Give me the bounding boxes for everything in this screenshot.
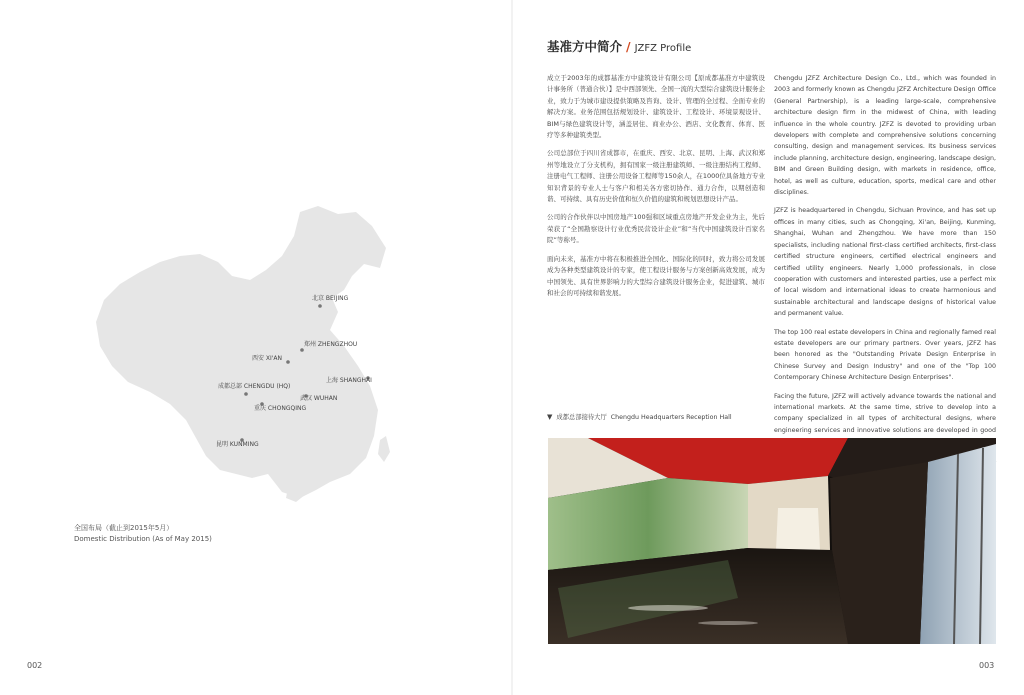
reception-hall-illustration [548,438,996,644]
city-label: 上海 SHANGHAI [326,377,372,384]
city-label: 昆明 KUNMING [216,441,259,448]
map-caption-cn: 全国布局（截止到2015年5月） [74,524,174,532]
page-gutter [511,0,513,695]
photo-caption-cn: 成都总部接待大厅 [556,414,607,421]
title-en: JZFZ Profile [634,43,692,54]
china-map-shape [96,206,386,498]
page-number-right: 003 [979,661,995,670]
en-paragraph: The top 100 real estate developers in China and regionally famed real estate developers are our primary partners. Over years, JZFZ has been honored as the "Outstanding Private Design Enterprise in Chinese Survey and Design Industry" and one of the "Top 100 Contemporary Chinese Architecture Design Enterprises". [774,328,996,382]
photo-caption [547,412,732,421]
map-caption [74,523,212,545]
title-slash: / [626,39,631,54]
city-label: 北京 BEIJING [312,295,349,302]
photo-caption-en: Chengdu Headquarters Reception Hall [610,414,732,421]
english-text-column [774,73,996,489]
title-cn: 基准方中简介 [547,39,623,54]
city-dot [286,360,290,364]
cn-paragraph: 面向未来，基准方中将在积极推进全国化、国际化的同时，致力将公司发展成为各种类型建筑设计的专家，使工程设计服务与方案创新高效发展，成为中国领先、具有世界影响力的大型综合建筑设计服务企业，促进建筑、城市和社会的可持续和谐发展。 [547,254,765,297]
city-label: 重庆 CHONGQING [254,405,307,412]
en-paragraph: Facing the future, JZFZ will actively advance towards the national and international markets. At the same time, strive to develop into a company specialized in all types of architectural designs, where engineering services and innovative solutions are developed in good [774,392,996,434]
city-wuhan [300,394,337,402]
page-number-left: 002 [27,661,43,670]
cn-paragraph: 成立于2003年的成都基准方中建筑设计有限公司【原成都基准方中建筑设计事务所（普通合伙）】是中西部领先、全国一流的大型综合建筑设计服务企业，致力于为城市建设提供策略及咨询、设计、管理的全过程、全面专业的解决方案。业务范围包括规划设计、建筑设计、工程设计、环境景观设计、BIM与绿色建筑设计等，涵盖居住、商业办公、酒店、文化教育、体育、医疗等多种建筑类型。 [547,74,765,140]
cn-paragraph: 公司总部位于四川省成都市，在重庆、西安、北京、昆明、上海、武汉和郑州等地设立了分支机构，拥有国家一级注册建筑师、一级注册结构工程师、注册电气工程师、注册公用设备工程师等150余人，在1000位具备地方专业知识背景的专业人士与客户和相关各方密切协作、通力合作，以期创造和谐、可持续、具有历史价值和恒久价值的建筑和规划思想设计产品。 [547,149,765,204]
city-shanghai [326,376,372,384]
taiwan-island [378,436,390,462]
city-label: 成都总部 CHENGDU (HQ) [218,383,291,390]
en-paragraph: JZFZ is headquartered in Chengdu, Sichuan Province, and has set up offices in many cities, such as Chongqing, Xi'an, Beijing, Kunming, Shanghai, Wuhan and Zhengzhou. We have more than 150 specialists, including national first-class certified architects, first-class certified structure engineers, certified electrical engineers and certified utility engineers. Nearly 1,000 professionals, in close cooperation with customers and interested parties, use a perfect mix of local wisdom and international ideas to create harmonious and sustainable architectural and landscape designs of historical value and permanent value. [774,207,996,318]
caption-marker-icon: ▼ [547,413,553,421]
city-dot [300,348,304,352]
en-paragraph: Chengdu JZFZ Architecture Design Co., Ltd., which was founded in 2003 and formerly known as Chengdu JZFZ Architecture Design Office (General Partnership), is a leading large-scale, comprehensive architecture design firm in the midwest of China, with leading influence in the whole country. JZFZ is devoted to providing urban developers with complete and comprehensive solutions concerning consulting, design and management services. Its business services include planning, architecture design, engineering, landscape design, BIM and Green Building design, with markets in residence, office, hotel, as well as culture, education, sports, medical care and other disciplines. [774,75,996,197]
map-caption-en: Domestic Distribution (As of May 2015) [74,535,212,543]
chinese-text-column [547,73,765,306]
cn-paragraph: 公司的合作伙伴以中国房地产100强和区域重点房地产开发企业为主，先后荣获了“全国勘察设计行业优秀民营设计企业”和“当代中国建筑设计百家名院”等称号。 [547,213,765,245]
city-dot [318,304,322,308]
city-label: 武汉 WUHAN [300,395,338,402]
reception-hall-photo [548,438,996,644]
city-label: 西安 XI'AN [252,355,283,362]
page-title [547,37,691,55]
china-map [90,200,410,510]
city-dot [244,392,248,396]
city-label: 郑州 ZHENGZHOU [304,341,358,348]
